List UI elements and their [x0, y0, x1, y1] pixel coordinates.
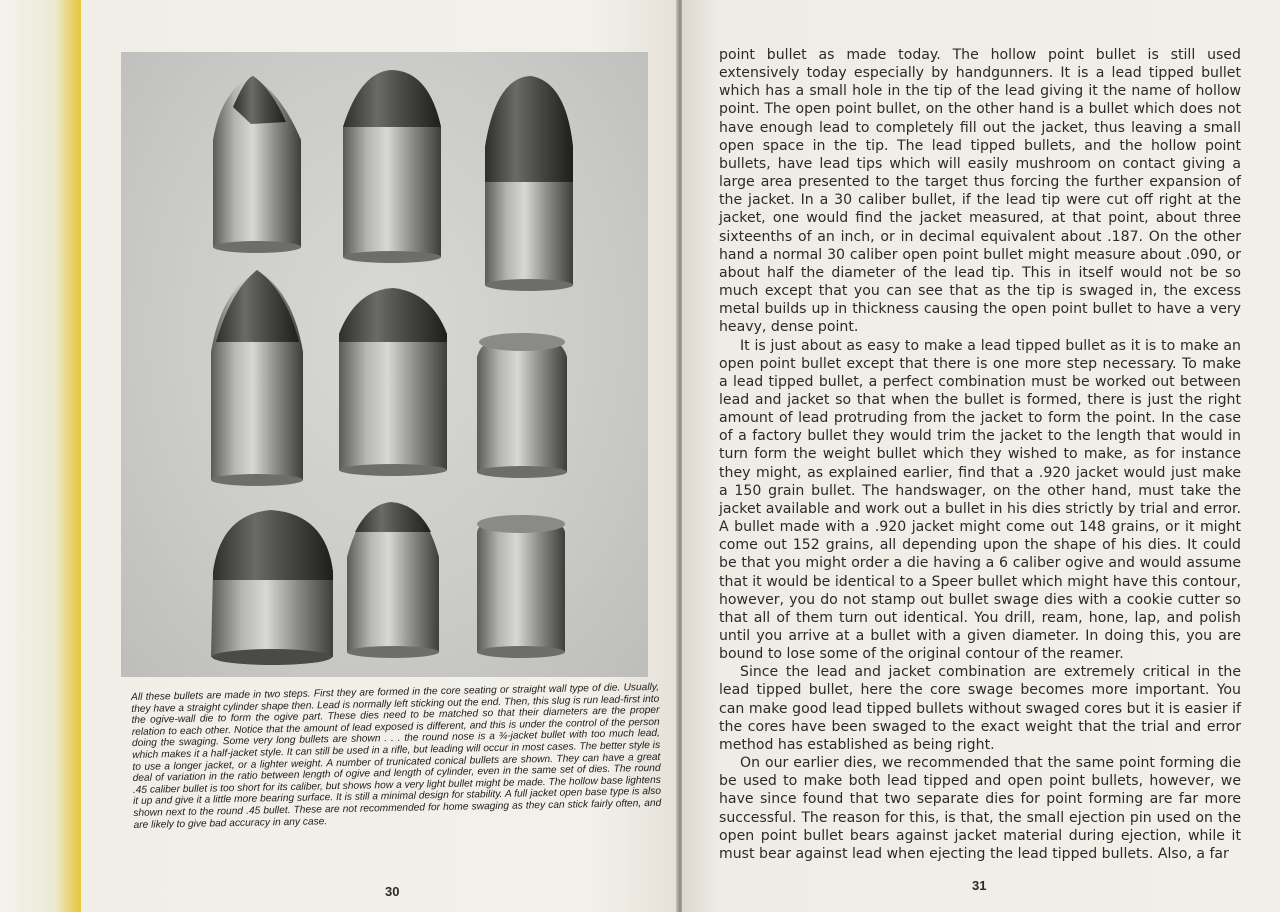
right-page	[682, 0, 1280, 912]
bullet-8	[347, 502, 439, 658]
photo-caption: All these bullets are made in two steps. First they are formed in the core seating or straight wall type of die. Usually, they have a straight cylinder shape then. Lead is normally left sticking out the end. Then, this slug is run lead-first into the ogive-wall die to form the ogive part. These dies need to be matched so that their diameters are the proper relation to each other. Notice that the amount of lead exposed is different, and this is under the control of the person doing the swaging. Some very long bullets are shown . . . the round nose is a ¾-jacket bullet with too much lead, which makes it a half-jacket style. It can still be used in a rifle, but leading will occur in most cases. The better style is to use a longer jacket, or a lighter weight. A number of trunicated conical bullets are shown. They can have a great deal of variation in the ratio between length of ogive and length of cylinder, even in the same set of dies. The round .45 caliber bullet is too short for its caliber, but shows how a very light bullet might be made. The hollow base lightens it up and give it a little more bearing surface. It is still a minimal design for stability. A full jacket open base type is also shown next to the round .45 bullet. These are not recommended for home swaging as they can stick fairly often, and are likely to give bad accuracy in any case.	[131, 681, 662, 831]
bullet-3	[485, 76, 573, 291]
paragraph: point bullet as made today. The hollow point bullet is still used extensively today especially by handgunners. It is a lead tipped bullet which has a small hole in the tip of the lead giving it the name of hollow point. The open point bullet, on the other hand is a bullet which does not have enough lead to completely fill out the jacket, thus leaving a small open space in the tip. The lead tipped bullets, and the hollow point bullets, have lead tips which will easily mushroom on contact giving a large area presented to the target thus forcing the further expansion of the jacket. In a 30 caliber bullet, if the lead tip were cut off right at the jacket, one would find the jacket measured, at that point, about three sixteenths of an inch, or in decimal equivalent about .187. On the other hand a normal 30 caliber open point bullet might measure about .090, or about half the diameter of the lead tip. This in itself would not be so much except that you can see that as the tip is swaged in, the excess metal builds up in thickness causing the open point bullet to have a very heavy, dense point.	[719, 47, 1241, 336]
bullet-1	[213, 76, 301, 253]
bullets-illustration	[121, 52, 648, 677]
bullet-5	[339, 288, 447, 476]
paragraph: Since the lead and jacket combination are extremely critical in the lead tipped bullet, here the core swage becomes more important. You can make good lead tipped bullets without swaged cores but it is easier if the cores have been swaged to the exact weight that the trial and error method has established as being right.	[719, 664, 1241, 753]
bullet-7	[211, 510, 333, 665]
page-number-left: 30	[385, 884, 400, 899]
bullet-6	[477, 333, 567, 478]
bullet-2	[343, 70, 441, 263]
bullet-4	[211, 270, 303, 486]
page-number-right: 31	[972, 878, 987, 893]
body-text	[719, 46, 1241, 863]
paragraph: On our earlier dies, we recommended that the same point forming die be used to make both lead tipped and open point bullets, however, we have since found that two separate dies for point forming are far more successful. The reason for this, is that, the small ejection pin used on the open point bullet bears against jacket material during ejection, while it must bear against lead when ejecting the lead tipped bullets. Also, a far	[719, 755, 1241, 862]
bullet-9	[477, 515, 565, 658]
paragraph: It is just about as easy to make a lead tipped bullet as it is to make an open point bullet except that there is one more step necessary. To make a lead tipped bullet, a perfect combination must be worked out between lead and jacket so that when the bullet is formed, there is just the right amount of lead protruding from the jacket to form the point. In the case of a factory bullet they would trim the jacket to the length that would in turn form the weight bullet which they wished to make, as for instance they might, as explained earlier, find that a .920 jacket would just make a 150 grain bullet. The handswager, on the other hand, must take the jacket available and work out a bullet in his dies strictly by trial and error. A bullet made with a .920 jacket might come out 148 grains, or it might come out 152 grains, all depending upon the shape of his dies. It could be that you might order a die having a 6 caliber ogive and would assume that it would be identical to a Speer bullet which might have this contour, however, you do not stamp out bullet swage dies with a cookie cutter so that all of them turn out identical. You drill, ream, hone, lap, and polish until you arrive at a bullet with a given diameter. In doing this, you are bound to lose some of the original contour of the reamer.	[719, 337, 1241, 663]
page-edge	[0, 0, 78, 912]
left-page	[78, 0, 683, 912]
bullets-photo	[121, 52, 648, 677]
